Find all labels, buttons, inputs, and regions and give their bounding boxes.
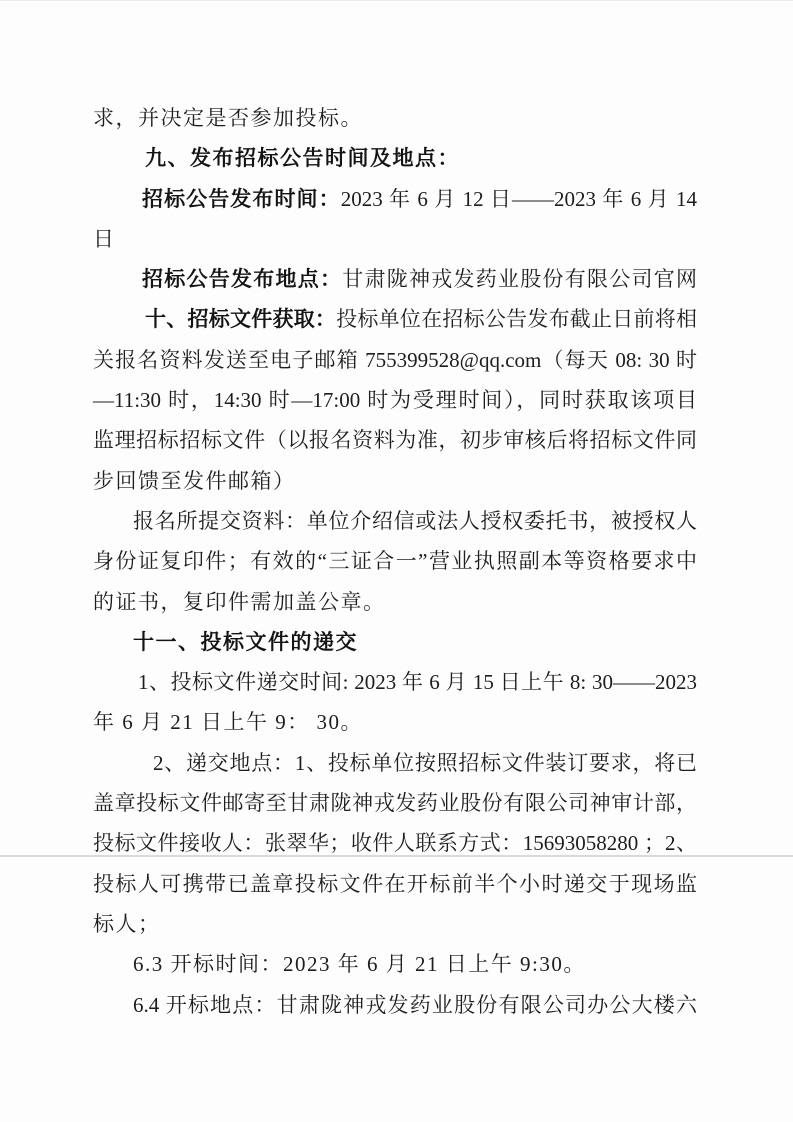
heading-text-segment: 十一、投标文件的递交 xyxy=(133,630,358,654)
text-line xyxy=(93,541,697,581)
text-line xyxy=(93,138,697,178)
text-line xyxy=(93,219,697,259)
body-text-segment: 2、递交地点：1、投标单位按照招标文件装订要求，将已 xyxy=(153,750,697,775)
text-line xyxy=(93,259,697,299)
document-text-block xyxy=(93,98,697,1025)
body-text-segment: 投标单位在招标公告发布截止日前将相 xyxy=(336,307,698,332)
body-text-segment: 标人； xyxy=(93,911,161,936)
text-line xyxy=(93,783,697,823)
body-text-segment: 的证书，复印件需加盖公章。 xyxy=(93,589,386,614)
text-line xyxy=(93,904,697,944)
body-text-segment: 关报名资料发送至电子邮箱 755399528@qq.com（每天 08: 30 时 xyxy=(93,347,697,372)
scan-artifact-line xyxy=(0,855,793,857)
text-line xyxy=(93,864,697,904)
text-line xyxy=(93,179,697,219)
body-text-segment: 1、投标文件递交时间: 2023 年 6 月 15 日上午 8: 30——2023 xyxy=(138,670,697,695)
text-line xyxy=(93,743,697,783)
text-line xyxy=(93,380,697,420)
body-text-segment: 日 xyxy=(93,226,116,251)
body-text-segment: 6.4 开标地点：甘肃陇神戎发药业股份有限公司办公大楼六 xyxy=(133,992,697,1017)
heading-text-segment: 招标公告发布时间： xyxy=(142,187,341,211)
text-line xyxy=(93,501,697,541)
text-line xyxy=(93,622,697,662)
text-line xyxy=(93,461,697,501)
text-line xyxy=(93,702,697,742)
text-line xyxy=(93,98,697,138)
body-text-segment: 投标文件接收人：张翠华；收件人联系方式：15693058280 ；2、 xyxy=(93,831,697,856)
text-line xyxy=(93,662,697,702)
text-line xyxy=(93,420,697,460)
scan-top-edge-artifact xyxy=(0,0,793,1)
text-line xyxy=(93,944,697,984)
text-line xyxy=(93,823,697,863)
heading-text-segment: 十、招标文件获取： xyxy=(145,308,337,332)
body-text-segment: 盖章投标文件邮寄至甘肃陇神戎发药业股份有限公司神审计部， xyxy=(93,791,697,816)
body-text-segment: 报名所提交资料：单位介绍信或法人授权委托书，被授权人 xyxy=(133,508,697,533)
body-text-segment: 步回馈至发件邮箱） xyxy=(93,468,296,493)
text-line xyxy=(93,985,697,1025)
text-line xyxy=(93,299,697,339)
body-text-segment: 甘肃陇神戎发药业股份有限公司官网 xyxy=(342,267,697,292)
heading-text-segment: 九、发布招标公告时间及地点： xyxy=(145,147,460,171)
body-text-segment: —11:30 时，14:30 时—17:00 时为受理时间），同时获取该项目 xyxy=(93,388,697,413)
body-text-segment: 年 6 月 21 日上午 9： 30。 xyxy=(93,710,363,735)
body-text-segment: 身份证复印件；有效的“三证合一”营业执照副本等资格要求中 xyxy=(93,549,697,574)
body-text-segment: 6.3 开标时间：2023 年 6 月 21 日上午 9:30。 xyxy=(133,952,586,977)
heading-text-segment: 招标公告发布地点： xyxy=(142,268,343,292)
text-line xyxy=(93,340,697,380)
body-text-segment: 监理招标招标文件（以报名资料为准，初步审核后将招标文件同 xyxy=(93,428,697,453)
body-text-segment: 2023 年 6 月 12 日——2023 年 6 月 14 xyxy=(340,186,698,211)
body-text-segment: 求，并决定是否参加投标。 xyxy=(93,106,363,130)
body-text-segment: 投标人可携带已盖章投标文件在开标前半个小时递交于现场监 xyxy=(93,871,697,896)
text-line xyxy=(93,582,697,622)
